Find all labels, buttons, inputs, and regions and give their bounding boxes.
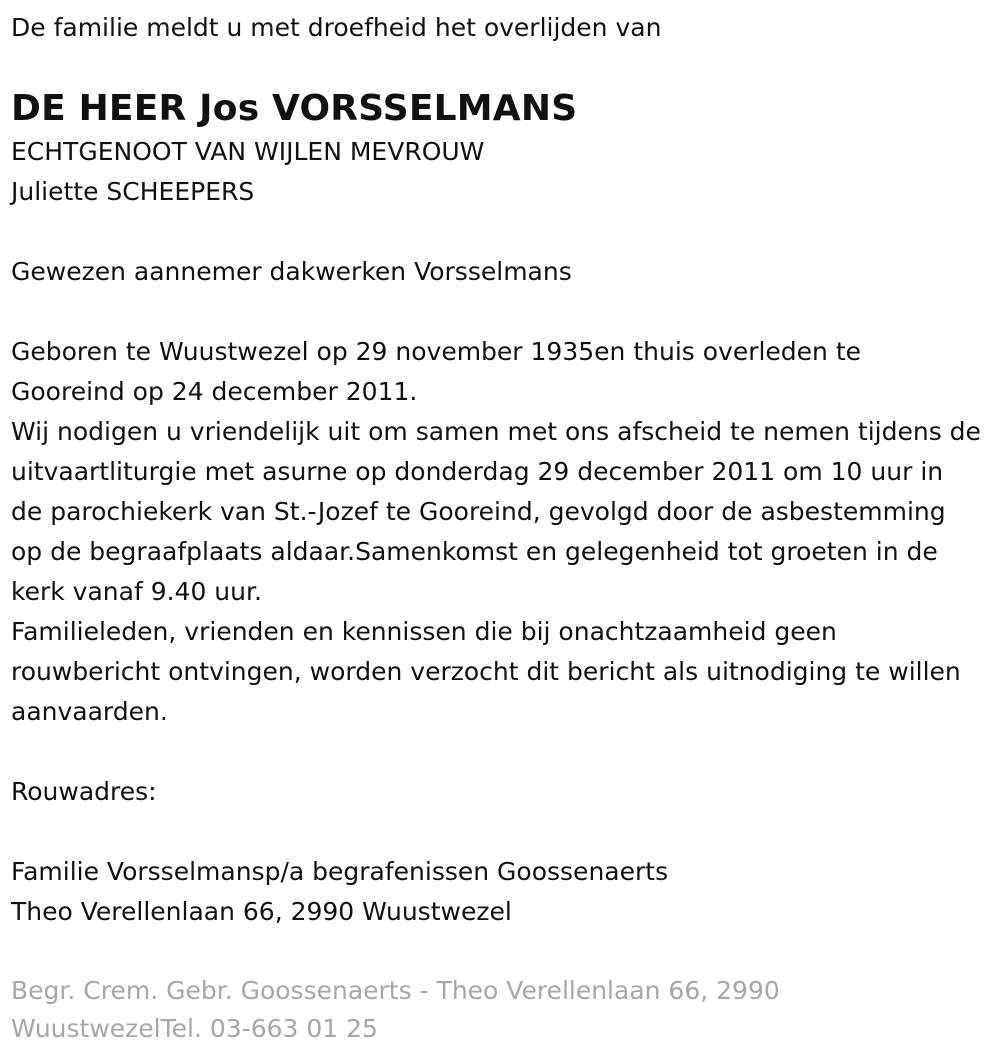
address-line-2: Theo Verellenlaan 66, 2990 Wuustwezel (11, 897, 512, 926)
footer-line-1: Begr. Crem. Gebr. Goossenaerts - Theo Verellenlaan 66, 2990 (11, 976, 780, 1005)
address-label: Rouwadres: (11, 777, 157, 806)
birth-death-text: Geboren te Wuustwezel op 29 november 1935en thuis overleden te Gooreind op 24 december 2011. (11, 337, 862, 406)
invitation-text: Wij nodigen u vriendelijk uit om samen met ons afscheid te nemen tijdens de uitvaartliturgie met asurne op donderdag 29 december 2011 om 10 uur in de parochiekerk van St.-Jozef te Gooreind, gevolgd door de asbestemming op de begraafplaats aldaar.Samenkomst en gelegenheid tot groeten in de kerk vanaf 9.40 uur. (11, 417, 981, 606)
deceased-name: DE HEER Jos VORSSELMANS (11, 88, 578, 129)
spouse-line-2: Juliette SCHEEPERS (11, 177, 255, 206)
footer-line-2: WuustwezelTel. 03-663 01 25 (11, 1014, 378, 1043)
address-block (11, 852, 990, 932)
spouse-line-1: ECHTGENOOT VAN WIJLEN MEVROUW (11, 137, 485, 166)
occupation-block (11, 252, 990, 292)
funeral-home-footer (11, 972, 990, 1048)
family-note-text: Familieleden, vrienden en kennissen die bij onachtzaamheid geen rouwbericht ontvingen, worden verzocht dit bericht als uitnodiging te willen aanvaarden. (11, 617, 961, 726)
address-label-block (11, 772, 990, 812)
intro-text: De familie meldt u met droefheid het overlijden van (11, 13, 662, 42)
occupation-text: Gewezen aannemer dakwerken Vorsselmans (11, 257, 572, 286)
main-text-block (11, 332, 981, 732)
address-line-1: Familie Vorsselmansp/a begrafenissen Goossenaerts (11, 857, 669, 886)
